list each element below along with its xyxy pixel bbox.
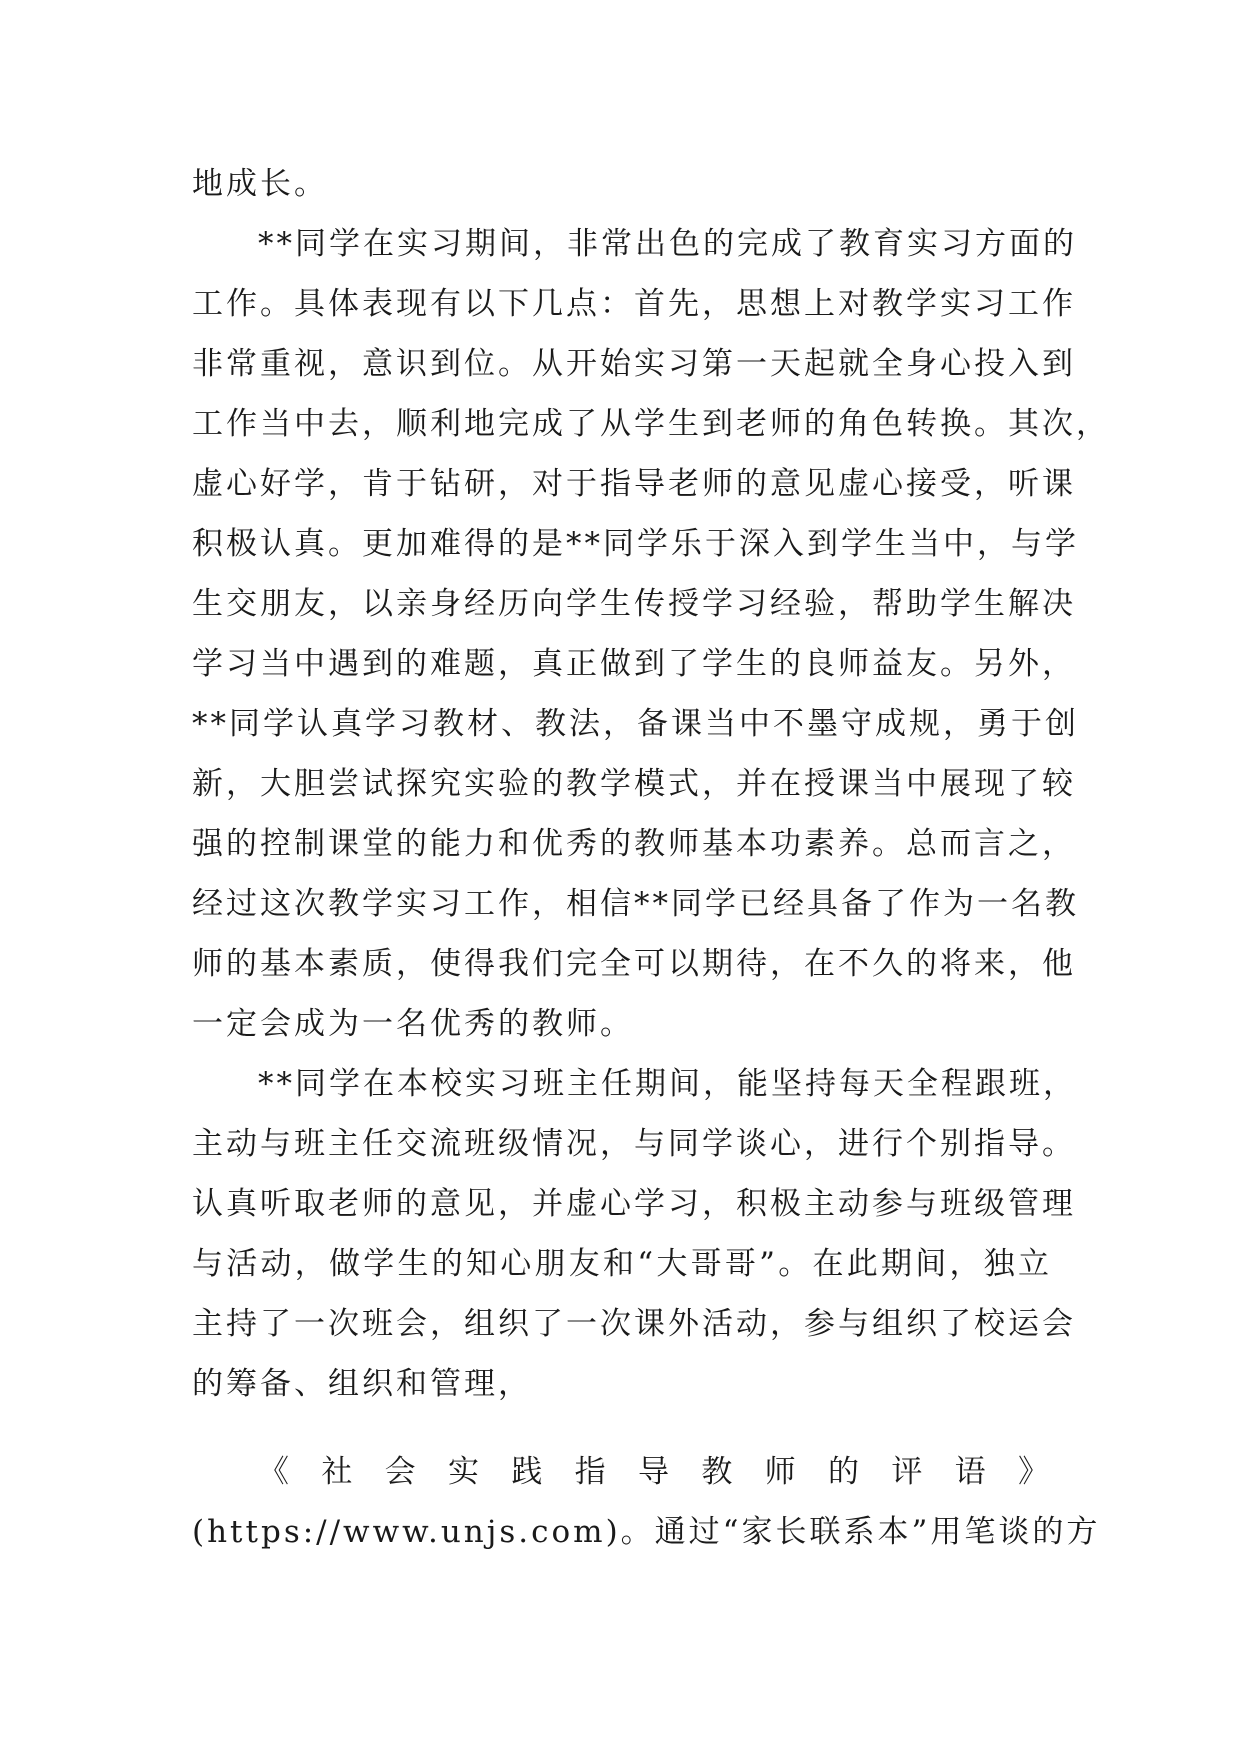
- reference-text-line: (https://www.unjs.com)。通过“家长联系本”用笔谈的方: [192, 1514, 1101, 1550]
- body-text-line: 新，大胆尝试探究实验的教学模式，并在授课当中展现了较: [192, 766, 1076, 802]
- body-text-line: 一定会成为一名优秀的教师。: [192, 1006, 634, 1042]
- body-text-line: 工作。具体表现有以下几点：首先，思想上对教学实习工作: [192, 286, 1076, 322]
- body-text-line: 经过这次教学实习工作，相信**同学已经具备了作为一名教: [192, 886, 1079, 922]
- body-text-line: 学习当中遇到的难题，真正做到了学生的良师益友。另外，: [192, 646, 1076, 682]
- body-text-line: 生交朋友，以亲身经历向学生传授学习经验，帮助学生解决: [192, 586, 1076, 622]
- body-text-line: 的筹备、组织和管理，: [192, 1366, 532, 1402]
- body-text-line: 认真听取老师的意见，并虚心学习，积极主动参与班级管理: [192, 1186, 1076, 1222]
- reference-text: [192, 1442, 1101, 1562]
- body-text-line: 主持了一次班会，组织了一次课外活动，参与组织了校运会: [192, 1306, 1076, 1342]
- body-text-line: 强的控制课堂的能力和优秀的教师基本功素养。总而言之，: [192, 826, 1076, 862]
- body-text-line: **同学认真学习教材、教法，备课当中不墨守成规，勇于创: [192, 706, 1079, 742]
- body-text-line: **同学在实习期间，非常出色的完成了教育实习方面的: [258, 226, 1077, 262]
- body-text-line: 地成长。: [192, 166, 328, 202]
- body-text-line: **同学在本校实习班主任期间，能坚持每天全程跟班，: [258, 1066, 1077, 1102]
- body-text-line: 虚心好学，肯于钻研，对于指导老师的意见虚心接受，听课: [192, 466, 1076, 502]
- body-text-line: 工作当中去，顺利地完成了从学生到老师的角色转换。其次，: [192, 406, 1110, 442]
- body-text-line: 师的基本素质，使得我们完全可以期待，在不久的将来，他: [192, 946, 1076, 982]
- body-text: [192, 154, 1110, 1414]
- body-text-line: 主动与班主任交流班级情况，与同学谈心，进行个别指导。: [192, 1126, 1076, 1162]
- reference-text-line: 《社会实践指导教师的评语》: [258, 1454, 1052, 1490]
- body-text-line: 非常重视，意识到位。从开始实习第一天起就全身心投入到: [192, 346, 1076, 382]
- body-text-line: 与活动，做学生的知心朋友和“大哥哥”。在此期间，独立: [192, 1246, 1052, 1282]
- body-text-line: 积极认真。更加难得的是**同学乐于深入到学生当中，与学: [192, 526, 1079, 562]
